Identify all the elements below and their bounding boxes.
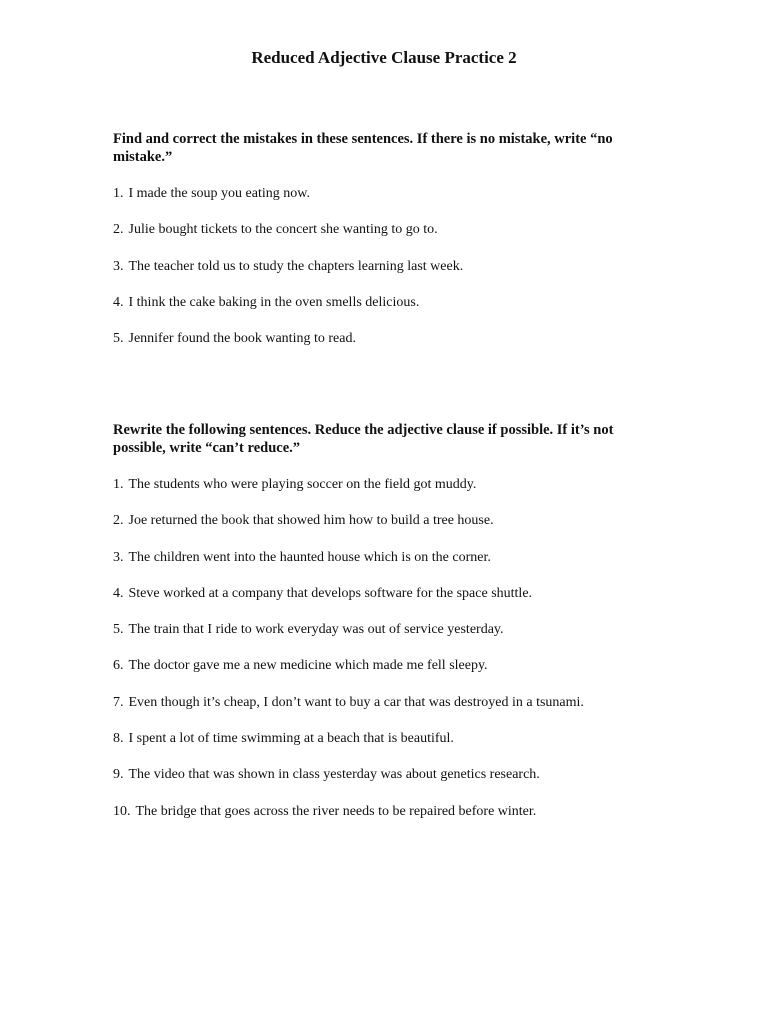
item-text: Julie bought tickets to the concert she wanting to go to. [128, 222, 438, 238]
list-item [113, 512, 673, 548]
list-item [113, 621, 673, 657]
item-number: 5. [113, 622, 124, 638]
section2-list [113, 476, 673, 839]
item-text: The train that I ride to work everyday was out of service yesterday. [128, 622, 504, 638]
item-number: 6. [113, 658, 124, 674]
item-number: 1. [113, 477, 124, 492]
list-item [113, 803, 673, 839]
item-text: The students who were playing soccer on the field got muddy. [128, 477, 477, 492]
section1-instructions: Find and correct the mistakes in these sentences. If there is no mistake, write “no mistake.” [113, 131, 613, 165]
item-text: Steve worked at a company that develops software for the space shuttle. [128, 585, 533, 601]
item-text: I made the soup you eating now. [128, 186, 310, 201]
page-title: Reduced Adjective Clause Practice 2 [251, 48, 517, 67]
list-item [113, 258, 673, 294]
item-text: The doctor gave me a new medicine which made me fell sleepy. [128, 658, 488, 674]
item-text: Even though it’s cheap, I don’t want to buy a car that was destroyed in a tsunami. [128, 694, 584, 710]
list-item [113, 221, 673, 257]
item-text: I think the cake baking in the oven smells delicious. [128, 294, 420, 310]
list-item [113, 294, 673, 330]
list-item [113, 766, 673, 802]
item-number: 4. [113, 585, 124, 601]
item-number: 9. [113, 767, 124, 783]
section2-instructions: Rewrite the following sentences. Reduce the adjective clause if possible. If it’s not possible, write “can’t reduce.” [113, 422, 614, 456]
list-item [113, 330, 673, 366]
list-item [113, 657, 673, 693]
list-item [113, 730, 673, 766]
list-item [113, 694, 673, 730]
item-number: 5. [113, 331, 124, 347]
item-text: I spent a lot of time swimming at a beach that is beautiful. [128, 731, 454, 747]
list-item [113, 549, 673, 585]
list-item [113, 476, 673, 512]
item-number: 7. [113, 694, 124, 710]
item-number: 3. [113, 258, 124, 274]
item-number: 3. [113, 549, 124, 565]
section1-list [113, 185, 673, 366]
item-number: 2. [113, 222, 124, 238]
item-text: The teacher told us to study the chapters learning last week. [128, 258, 464, 274]
item-text: Joe returned the book that showed him how to build a tree house. [128, 513, 494, 529]
item-number: 1. [113, 186, 124, 201]
list-item [113, 185, 673, 221]
item-text: The video that was shown in class yesterday was about genetics research. [128, 767, 540, 783]
item-text: Jennifer found the book wanting to read. [128, 331, 356, 347]
item-number: 8. [113, 731, 124, 747]
item-number: 2. [113, 513, 124, 529]
item-number: 10. [113, 803, 131, 819]
list-item [113, 585, 673, 621]
item-number: 4. [113, 294, 124, 310]
item-text: The bridge that goes across the river needs to be repaired before winter. [135, 803, 537, 819]
item-text: The children went into the haunted house which is on the corner. [128, 549, 491, 565]
